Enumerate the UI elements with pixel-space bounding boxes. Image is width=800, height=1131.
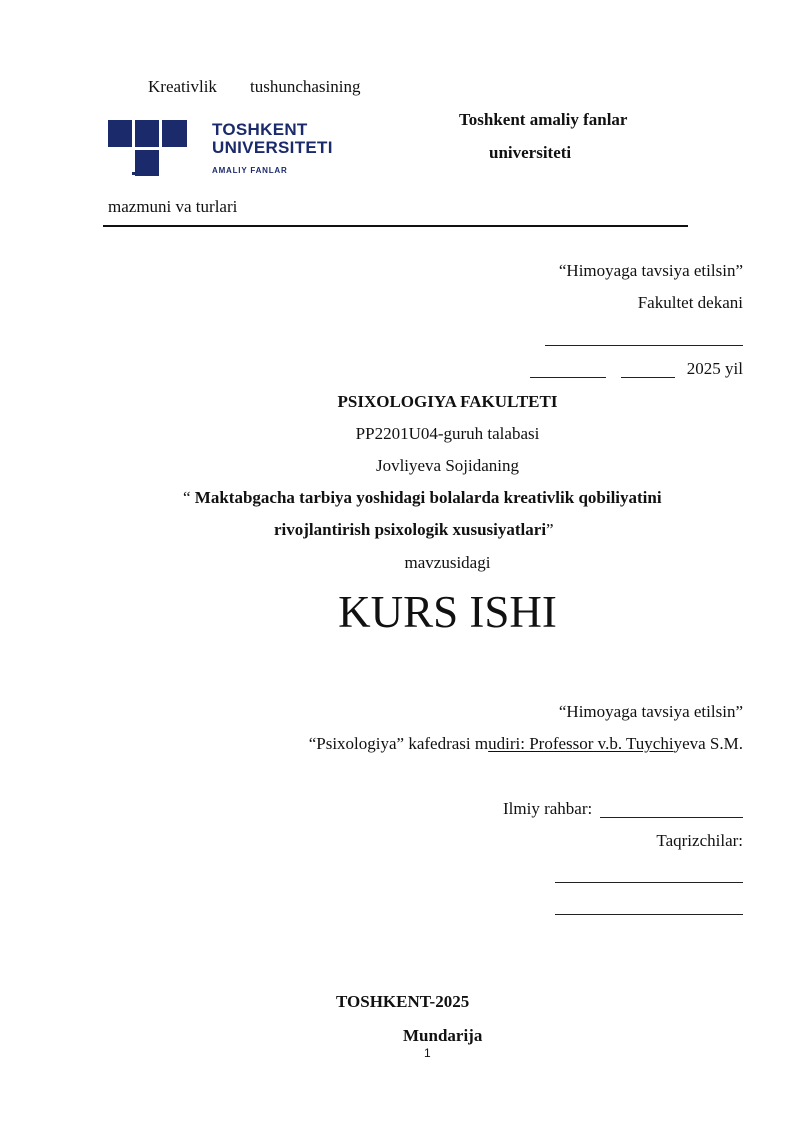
topic-title-part1: Maktabgacha tarbiya yoshidagi bolalarda kreativlik qobiliyatini bbox=[194, 488, 662, 507]
university-logo bbox=[108, 120, 348, 180]
logo-text-universiteti: UNIVERSITETI bbox=[212, 138, 333, 157]
course-topic-line1 bbox=[183, 488, 662, 508]
close-quote: ” bbox=[546, 520, 554, 539]
recommend-bottom: “Himoyaga tavsiya etilsin” bbox=[558, 702, 743, 721]
reviewer-line-2 bbox=[555, 914, 743, 915]
department-head bbox=[309, 734, 743, 754]
reviewers-label: Taqrizchilar: bbox=[656, 831, 743, 850]
dean-signature-line bbox=[545, 345, 743, 346]
faculty-name: PSIXOLOGIYA FAKULTETI bbox=[337, 392, 558, 411]
date-day-line bbox=[530, 377, 606, 378]
open-quote: “ bbox=[183, 488, 195, 507]
dean-label: Fakultet dekani bbox=[637, 293, 743, 312]
supervisor-signature-line bbox=[600, 817, 743, 818]
logo-text-amaliy-fanlar: AMALIY FANLAR bbox=[212, 166, 288, 175]
group-label: PP2201U04-guruh talabasi bbox=[355, 424, 540, 443]
topic-word-1: Kreativlik bbox=[148, 77, 217, 96]
mavzusidagi-label: mavzusidagi bbox=[404, 553, 491, 572]
department-head-prefix: “Psixologiya” kafedrasi m bbox=[308, 734, 489, 753]
logo-text-toshkent: TOSHKENT bbox=[212, 120, 308, 139]
department-head-underlined: udiri: Professor v.b. Tuychi bbox=[488, 734, 674, 753]
page-number: 1 bbox=[424, 1046, 431, 1060]
university-name-line2: universiteti bbox=[489, 143, 572, 162]
topic-line-2: mazmuni va turlari bbox=[108, 197, 238, 216]
reviewer-line-1 bbox=[555, 882, 743, 883]
recommend-top: “Himoyaga tavsiya etilsin” bbox=[558, 261, 743, 280]
university-name-line1: Toshkent amaliy fanlar bbox=[459, 110, 628, 129]
date-year: 2025 yil bbox=[686, 359, 743, 378]
student-name: Jovliyeva Sojidaning bbox=[375, 456, 520, 475]
topic-word-2: tushunchasining bbox=[250, 77, 361, 96]
work-type-title: KURS ISHI bbox=[338, 587, 557, 637]
contents-heading: Mundarija bbox=[403, 1026, 483, 1045]
date-month-line bbox=[621, 377, 675, 378]
header-divider bbox=[103, 225, 688, 227]
topic-title-part2: rivojlantirish psixologik xususiyatlari bbox=[274, 520, 547, 539]
city-year: TOSHKENT-2025 bbox=[336, 992, 470, 1011]
supervisor-label: Ilmiy rahbar: bbox=[503, 799, 593, 818]
department-head-suffix: yeva S.M. bbox=[673, 734, 743, 753]
course-topic-line2 bbox=[274, 520, 554, 540]
